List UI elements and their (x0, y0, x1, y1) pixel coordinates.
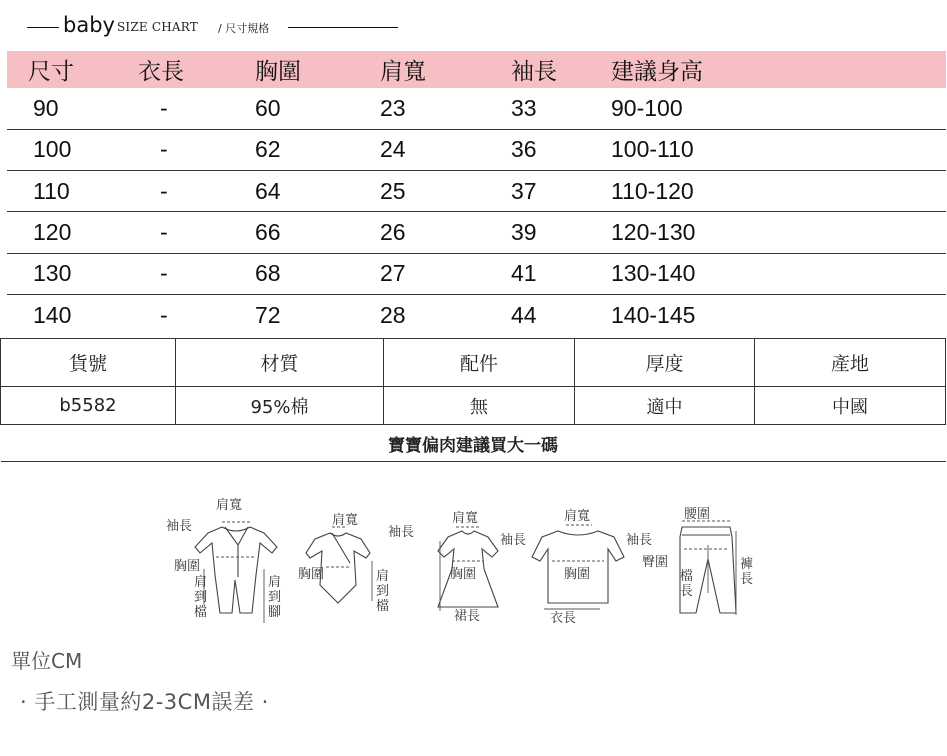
bodysuit-sleeve-label: 袖長 (388, 525, 415, 540)
size-cell: 130-140 (611, 260, 696, 287)
size-cell: - (160, 94, 168, 121)
size-advice-note: 寶寶偏肉建議買大一碼 (1, 425, 946, 462)
dress-shoulder-label: 肩寬 (452, 511, 479, 526)
size-cell: - (160, 301, 168, 328)
size-cell: 33 (511, 94, 537, 121)
dress-chest-label: 胸圍 (450, 567, 477, 582)
romper-shoulder-foot-label: 肩到腳 (268, 575, 282, 620)
info-table (0, 338, 946, 462)
size-cell: 26 (380, 219, 406, 246)
info-value-accessory: 無 (384, 387, 575, 425)
romper-sleeve-label: 袖長 (166, 519, 193, 534)
size-cell: 60 (255, 94, 281, 121)
info-value-row (1, 387, 946, 425)
size-cell: - (160, 260, 168, 287)
size-cell: 90-100 (611, 94, 683, 121)
size-cell: 100-110 (611, 136, 694, 163)
header-subtitle: SIZE CHART (117, 20, 199, 34)
size-row (7, 253, 946, 294)
measurement-diagram (160, 498, 760, 640)
size-row (7, 88, 946, 129)
size-row (7, 294, 946, 335)
size-cell: - (160, 136, 168, 163)
size-cell: - (160, 177, 168, 204)
info-value-sku: b5582 (1, 387, 176, 425)
size-cell: 28 (380, 301, 406, 328)
size-cell: 36 (511, 136, 537, 163)
info-header-sku: 貨號 (1, 339, 176, 387)
pants-waist-label: 腰圍 (684, 507, 711, 522)
size-cell: 140 (33, 301, 72, 328)
col-chest: 胸圍 (255, 58, 301, 84)
size-row (7, 171, 946, 212)
size-cell: 25 (380, 177, 406, 204)
info-header-accessory: 配件 (384, 339, 575, 387)
info-note-row (1, 425, 946, 462)
size-cell: 68 (255, 260, 281, 287)
size-cell: 110-120 (611, 177, 694, 204)
pants-hip-label: 臀圍 (642, 555, 669, 570)
size-cell: - (160, 219, 168, 246)
size-cell: 120 (33, 219, 72, 246)
info-header-row (1, 339, 946, 387)
size-cell: 72 (255, 301, 281, 328)
size-cell: 100 (33, 136, 72, 163)
size-cell: 44 (511, 301, 537, 328)
measurement-error-note: · 手工測量約2-3CM誤差 · (20, 690, 269, 714)
info-value-material: 95%棉 (176, 387, 384, 425)
top-shoulder-label: 肩寬 (564, 509, 591, 524)
size-cell: 39 (511, 219, 537, 246)
size-cell: 62 (255, 136, 281, 163)
romper-shoulder-crotch-label: 肩到檔 (194, 575, 208, 620)
info-header-material: 材質 (176, 339, 384, 387)
size-cell: 27 (380, 260, 406, 287)
unit-label: 單位CM (11, 649, 83, 673)
dress-sleeve-label: 袖長 (500, 533, 527, 548)
col-length: 衣長 (138, 58, 184, 84)
size-cell: 37 (511, 177, 537, 204)
size-cell: 41 (511, 260, 537, 287)
info-header-thickness: 厚度 (575, 339, 755, 387)
bodysuit-chest-label: 胸圍 (298, 567, 325, 582)
size-cell: 64 (255, 177, 281, 204)
pants-crotch-label: 檔長 (680, 569, 694, 599)
col-sleeve: 袖長 (511, 58, 557, 84)
size-cell: 90 (33, 94, 59, 121)
col-height: 建議身高 (611, 58, 703, 84)
header-subtitle-cn: / 尺寸規格 (218, 22, 270, 35)
info-header-origin: 產地 (755, 339, 946, 387)
top-chest-label: 胸圍 (564, 567, 591, 582)
size-row (7, 212, 946, 253)
chart-header (0, 0, 947, 48)
header-brand: baby (63, 13, 115, 37)
header-rule-right (288, 27, 398, 28)
dress-skirt-label: 裙長 (454, 609, 481, 624)
size-cell: 24 (380, 136, 406, 163)
header-rule-left (27, 27, 59, 28)
col-shoulder: 肩寬 (380, 58, 426, 84)
pants-length-label: 褲長 (740, 557, 754, 587)
size-row (7, 129, 946, 170)
size-table-header (7, 51, 946, 88)
size-cell: 110 (33, 177, 70, 204)
bodysuit-shoulder-crotch-label: 肩到檔 (376, 569, 390, 614)
size-table (7, 51, 946, 336)
bodysuit-shoulder-label: 肩寬 (332, 513, 359, 528)
size-cell: 140-145 (611, 301, 696, 328)
info-value-origin: 中國 (755, 387, 946, 425)
size-cell: 66 (255, 219, 281, 246)
top-sleeve-label: 袖長 (626, 533, 653, 548)
col-size: 尺寸 (28, 58, 74, 84)
size-cell: 23 (380, 94, 406, 121)
romper-shoulder-label: 肩寬 (216, 498, 243, 513)
size-cell: 120-130 (611, 219, 696, 246)
size-cell: 130 (33, 260, 72, 287)
top-length-label: 衣長 (550, 611, 577, 626)
info-value-thickness: 適中 (575, 387, 755, 425)
romper-chest-label: 胸圍 (174, 559, 201, 574)
